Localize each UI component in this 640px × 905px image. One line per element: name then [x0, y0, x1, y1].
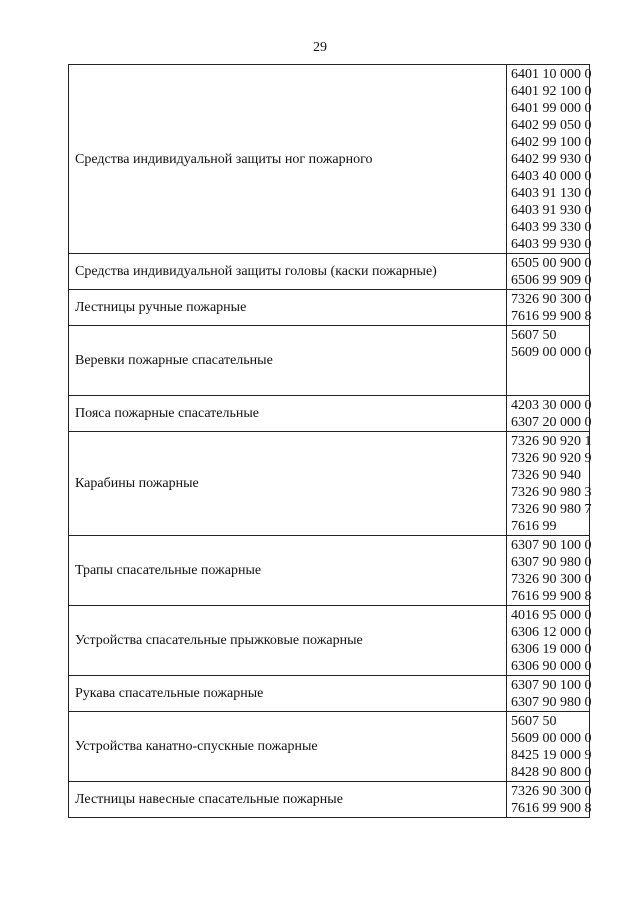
tnved-code: 7326 90 980 7 [511, 502, 592, 517]
tnved-codes [507, 536, 590, 606]
table-row [69, 712, 590, 782]
tnved-code: 6306 19 000 0 [511, 642, 592, 657]
page-number: 29 [313, 40, 327, 55]
tnved-code: 8425 19 000 9 [511, 748, 592, 763]
tnved-code: 6307 90 980 0 [511, 695, 592, 710]
tnved-code: 7326 90 920 1 [511, 434, 592, 449]
tnved-code: 6401 99 000 0 [511, 101, 592, 116]
tnved-codes [507, 606, 590, 676]
tnved-code: 6307 90 100 0 [511, 678, 592, 693]
tnved-code: 6307 90 100 0 [511, 538, 592, 553]
tnved-code: 5609 00 000 0 [511, 345, 592, 360]
tnved-code: 5609 00 000 0 [511, 731, 592, 746]
tnved-code: 6306 90 000 0 [511, 659, 592, 674]
table-row [69, 290, 590, 326]
tnved-code: 6403 40 000 0 [511, 169, 592, 184]
tnved-code: 6401 92 100 0 [511, 84, 592, 99]
tnved-code: 7326 90 940 [511, 468, 581, 483]
tnved-code: 6403 99 330 0 [511, 220, 592, 235]
equipment-name: Карабины пожарные [69, 432, 507, 536]
tnved-codes [507, 782, 590, 818]
table-row [69, 676, 590, 712]
tnved-code: 8428 90 800 0 [511, 765, 592, 780]
equipment-name: Устройства канатно-спускные пожарные [69, 712, 507, 782]
tnved-code: 6307 90 980 0 [511, 555, 592, 570]
tnved-code: 5607 50 [511, 328, 557, 343]
tnved-code: 7616 99 900 8 [511, 309, 592, 324]
equipment-name: Веревки пожарные спасательные [69, 326, 507, 396]
table-body [69, 65, 590, 818]
equipment-name: Лестницы ручные пожарные [69, 290, 507, 326]
tnved-codes [507, 676, 590, 712]
tnved-code: 7616 99 900 8 [511, 589, 592, 604]
tnved-code: 6402 99 050 0 [511, 118, 592, 133]
table-row [69, 396, 590, 432]
table-row [69, 254, 590, 290]
tnved-code: 7616 99 [511, 519, 557, 534]
tnved-code: 6403 99 930 0 [511, 237, 592, 252]
tnved-code: 7326 90 300 0 [511, 784, 592, 799]
tnved-code: 7326 90 980 3 [511, 485, 592, 500]
equipment-name: Трапы спасательные пожарные [69, 536, 507, 606]
equipment-codes-table [68, 64, 590, 818]
tnved-code: 6402 99 100 0 [511, 135, 592, 150]
tnved-code: 7326 90 300 0 [511, 572, 592, 587]
tnved-code: 6403 91 930 0 [511, 203, 592, 218]
tnved-code: 7326 90 920 9 [511, 451, 592, 466]
tnved-code: 4203 30 000 0 [511, 398, 592, 413]
tnved-code: 6401 10 000 0 [511, 67, 592, 82]
table-row [69, 432, 590, 536]
tnved-code: 5607 50 [511, 714, 557, 729]
tnved-codes [507, 396, 590, 432]
tnved-code: 6506 99 909 0 [511, 273, 592, 288]
tnved-code: 6505 00 900 0 [511, 256, 592, 271]
table-row [69, 536, 590, 606]
equipment-name: Пояса пожарные спасательные [69, 396, 507, 432]
tnved-codes [507, 432, 590, 536]
tnved-code: 4016 95 000 0 [511, 608, 592, 623]
equipment-name: Средства индивидуальной защиты ног пожарного [69, 65, 507, 254]
tnved-codes [507, 712, 590, 782]
tnved-codes [507, 326, 590, 396]
tnved-code: 6402 99 930 0 [511, 152, 592, 167]
tnved-code: 6306 12 000 0 [511, 625, 592, 640]
tnved-code: 6403 91 130 0 [511, 186, 592, 201]
tnved-code: 6307 20 000 0 [511, 415, 592, 430]
equipment-name: Средства индивидуальной защиты головы (каски пожарные) [69, 254, 507, 290]
tnved-codes [507, 290, 590, 326]
table-row [69, 326, 590, 396]
table-row [69, 782, 590, 818]
tnved-codes [507, 65, 590, 254]
equipment-name: Рукава спасательные пожарные [69, 676, 507, 712]
tnved-code: 7616 99 900 8 [511, 801, 592, 816]
tnved-code: 7326 90 300 0 [511, 292, 592, 307]
equipment-name: Лестницы навесные спасательные пожарные [69, 782, 507, 818]
tnved-codes [507, 254, 590, 290]
equipment-name: Устройства спасательные прыжковые пожарные [69, 606, 507, 676]
table-row [69, 65, 590, 254]
table-row [69, 606, 590, 676]
